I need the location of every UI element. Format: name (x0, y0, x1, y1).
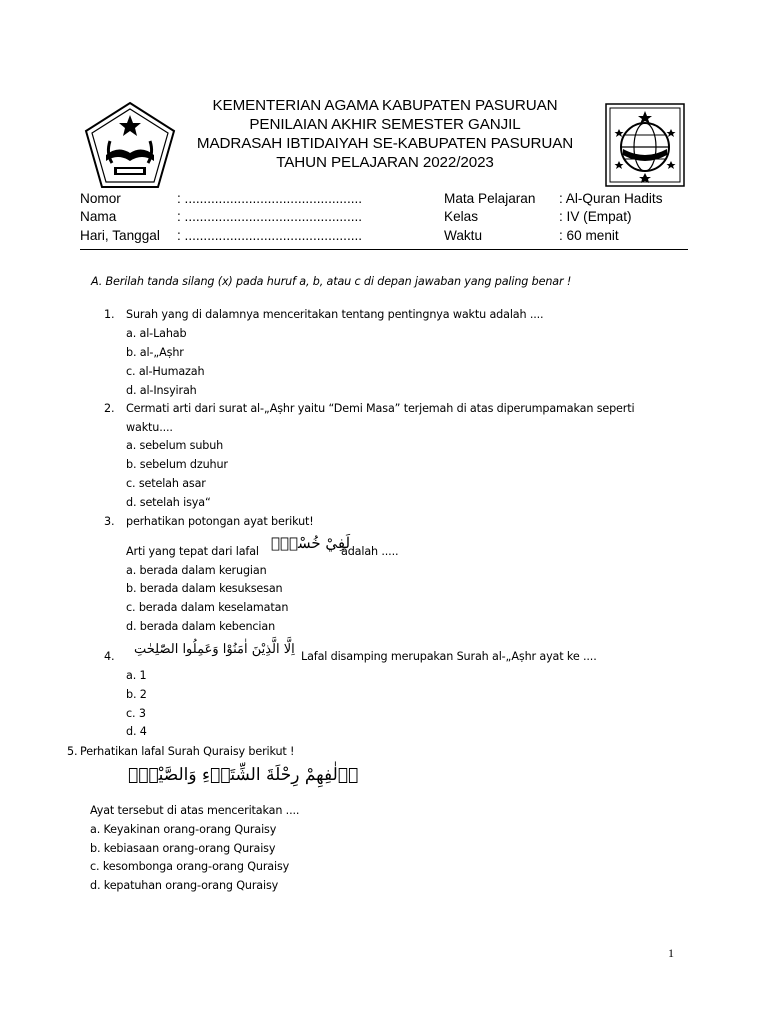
question-number: 4. (104, 650, 115, 663)
question-text: Surah yang di dalamnya menceritakan tentang pentingnya waktu adalah .... (126, 308, 544, 321)
question-text: Perhatikan lafal Surah Quraisy berikut ! (80, 745, 295, 758)
waktu-value: : 60 menit (559, 228, 619, 243)
header-exam-title: PENILAIAN AKHIR SEMESTER GANJIL (249, 116, 521, 133)
question-text: Lafal disamping merupakan Surah al-„Aṣhr ayat ke .... (301, 650, 597, 663)
option-a[interactable]: a. berada dalam kerugian (126, 564, 267, 577)
option-d[interactable]: d. berada dalam kebencian (126, 620, 276, 633)
hari-tanggal-label: Hari, Tanggal (80, 228, 160, 243)
option-d[interactable]: d. setelah isya“ (126, 496, 211, 509)
question-number: 2. (104, 402, 115, 415)
option-a[interactable]: a. Keyakinan orang-orang Quraisy (90, 823, 277, 836)
option-a[interactable]: a. al-Lahab (126, 327, 187, 340)
header-school-year: TAHUN PELAJARAN 2022/2023 (276, 154, 494, 171)
option-d[interactable]: d. kepatuhan orang-orang Quraisy (90, 879, 279, 892)
question-text: Cermati arti dari surat al-„Aṣhr yaitu “Demi Masa” terjemah di atas diperumpamakan seperti (126, 402, 635, 415)
kelas-label: Kelas (444, 209, 479, 224)
option-b[interactable]: b. sebelum dzuhur (126, 458, 228, 471)
option-b[interactable]: b. kebiasaan orang-orang Quraisy (90, 842, 276, 855)
mapel-value: : Al-Quran Hadits (559, 191, 663, 206)
option-b[interactable]: b. berada dalam kesuksesan (126, 582, 283, 595)
kelas-value: : IV (Empat) (559, 209, 632, 224)
header-ministry: KEMENTERIAN AGAMA KABUPATEN PASURUAN (212, 97, 558, 114)
option-c[interactable]: c. 3 (126, 707, 146, 720)
exam-header (160, 96, 610, 172)
nama-field[interactable]: : ............................................... (177, 209, 363, 224)
nama-label: Nama (80, 209, 117, 224)
option-c[interactable]: c. kesombonga orang-orang Quraisy (90, 860, 290, 873)
question-number: 3. (104, 515, 115, 528)
nomor-label: Nomor (80, 191, 121, 206)
page-number: 1 (668, 946, 674, 960)
section-a-instruction: A. Berilah tanda silang (x) pada huruf a, b, atau c di depan jawaban yang paling benar ! (91, 275, 572, 288)
question-prompt-prefix: Arti yang tepat dari lafal (126, 545, 259, 558)
option-b[interactable]: b. al-„Aṣhr (126, 346, 184, 359)
header-divider (80, 249, 688, 250)
option-d[interactable]: d. 4 (126, 725, 147, 738)
arabic-phrase: اِلَّا الَّذِيْنَ اٰمَنُوْا وَعَمِلُوا الصّٰلِحٰتِ (134, 642, 295, 657)
mapel-label: Mata Pelajaran (444, 191, 536, 206)
header-school: MADRASAH IBTIDAIYAH SE-KABUPATEN PASURUAN (196, 135, 574, 152)
nomor-field[interactable]: : ............................................... (177, 191, 363, 206)
option-c[interactable]: c. setelah asar (126, 477, 206, 490)
option-a[interactable]: a. sebelum subuh (126, 439, 224, 452)
option-d[interactable]: d. al-Insyirah (126, 384, 197, 397)
option-c[interactable]: c. berada dalam keselamatan (126, 601, 289, 614)
arabic-verse: اٖلٰفِهِمْ رِحْلَةَ الشِّتَاۤءِ وَالصَّيْفِۚ (128, 765, 359, 785)
question-text: perhatikan potongan ayat berikut! (126, 515, 314, 528)
option-a[interactable]: a. 1 (126, 669, 147, 682)
question-number: 1. (104, 308, 115, 321)
option-c[interactable]: c. al-Humazah (126, 365, 205, 378)
organization-logo-icon (605, 103, 685, 187)
question-text-continued: waktu.... (126, 421, 173, 434)
arabic-phrase: لَفِيْ خُسْرٍۙ (271, 534, 351, 552)
hari-tanggal-field[interactable]: : ............................................... (177, 228, 363, 243)
question-prompt: Ayat tersebut di atas menceritakan .... (90, 804, 300, 817)
question-prompt-suffix: adalah ..... (341, 545, 399, 558)
waktu-label: Waktu (444, 228, 483, 243)
option-b[interactable]: b. 2 (126, 688, 147, 701)
question-number: 5. (67, 745, 78, 758)
